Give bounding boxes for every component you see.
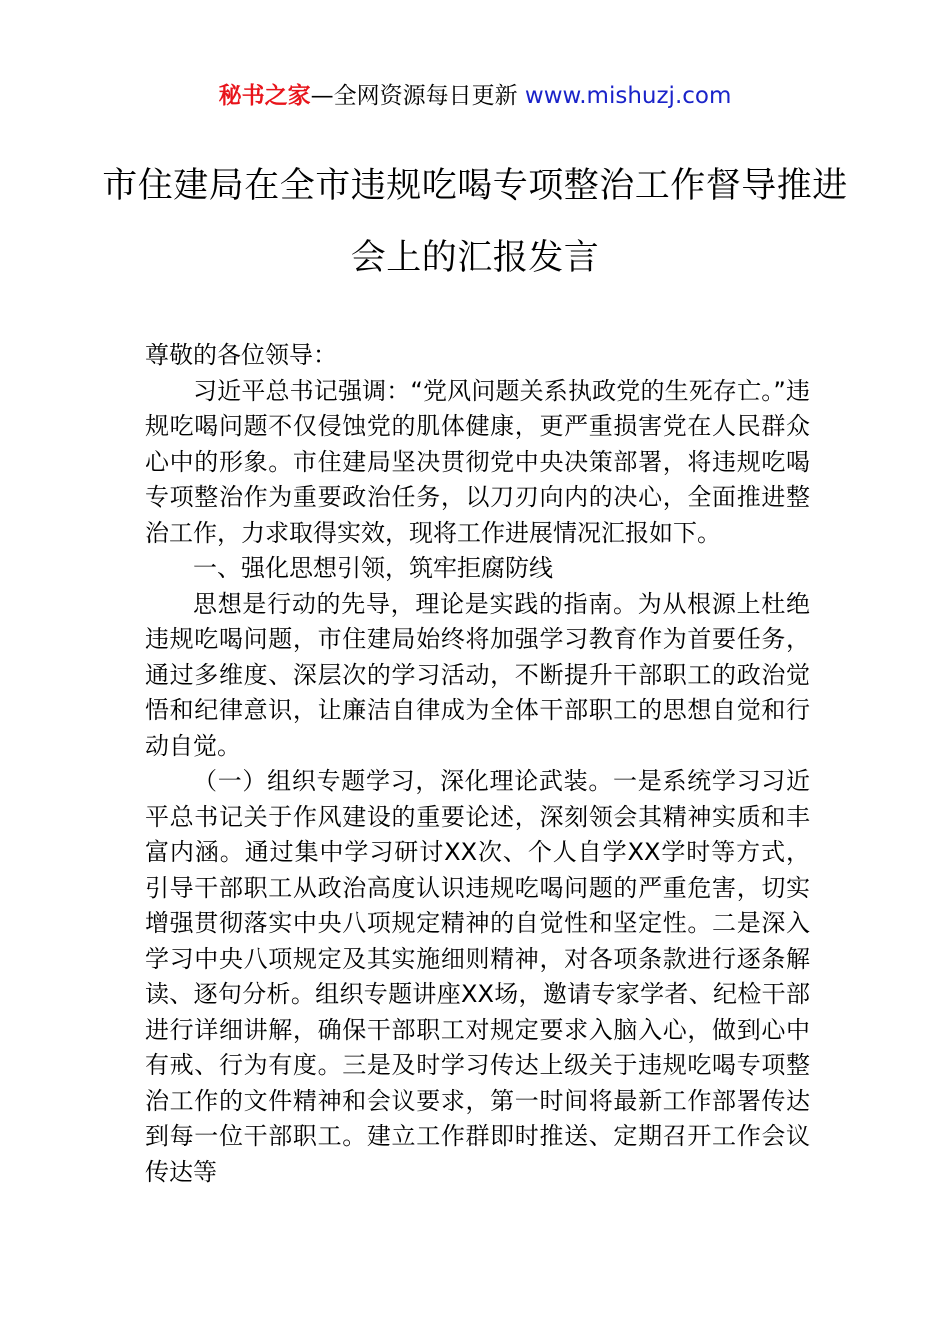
site-url-link[interactable]: www.mishuzj.com [524,83,732,109]
site-header [0,80,950,112]
document-title: 市住建局在全市违规吃喝专项整治工作督导推进会上的汇报发言 [102,166,848,278]
paragraph-subsection-1: （一）组织专题学习，深化理论武装。一是系统学习习近平总书记关于作风建设的重要论述，深刻领会其精神实质和丰富内涵。通过集中学习研讨XX次、个人自学XX学时等方式，引导干部职工从政治高度认识违规吃喝问题的严重危害，切实增强贯彻落实中央八项规定精神的自觉性和坚定性。二是深入学习中央八项规定及其实施细则精神，对各项条款进行逐条解读、逐句分析。组织专题讲座XX场，邀请专家学者、纪检干部进行详细讲解，确保干部职工对规定要求入脑入心，做到心中有戒、行为有度。三是及时学习传达上级关于违规吃喝专项整治工作的文件精神和会议要求，第一时间将最新工作部署传达到每一位干部职工。建立工作群即时推送、定期召开工作会议传达等 [145,767,810,1186]
paragraph-section-1: 思想是行动的先导，理论是实践的指南。为从根源上杜绝违规吃喝问题，市住建局始终将加强学习教育作为首要任务，通过多维度、深层次的学习活动，不断提升干部职工的政治觉悟和纪律意识，让廉洁自律成为全体干部职工的思想自觉和行动自觉。 [145,589,810,760]
salutation: 尊敬的各位领导： [145,341,337,369]
paragraph-intro: 习近平总书记强调：“党风问题关系执政党的生死存亡。”违规吃喝问题不仅侵蚀党的肌体健康，更严重损害党在人民群众心中的形象。市住建局坚决贯彻党中央决策部署，将违规吃喝专项整治作为重要政治任务，以刀刃向内的决心，全面推进整治工作，力求取得实效，现将工作进展情况汇报如下。 [145,376,810,547]
document-body [145,338,810,1190]
site-tagline: —全网资源每日更新 [310,83,525,109]
section-heading-1: 一、强化思想引领，筑牢拒腐防线 [193,554,553,582]
site-brand: 秘书之家 [218,83,311,109]
